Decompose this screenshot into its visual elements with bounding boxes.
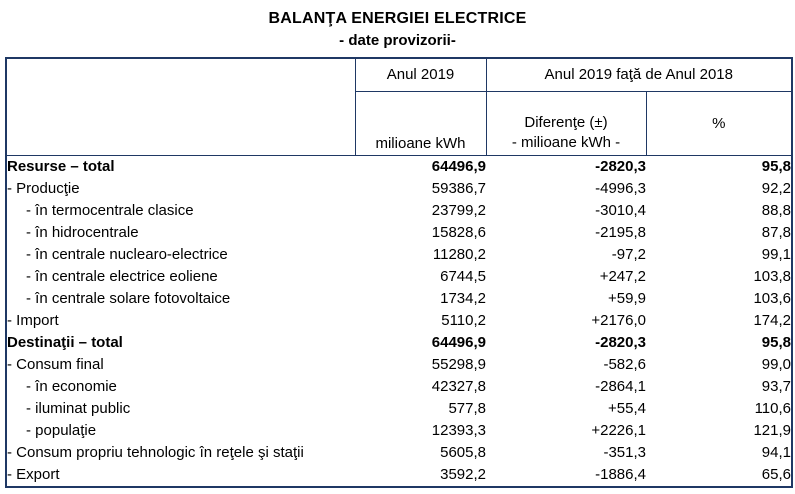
- table-row: [6, 332, 792, 354]
- row-diff: +2176,0: [591, 311, 646, 329]
- row-value-2019: 12393,3: [431, 421, 486, 439]
- row-pct: 88,8: [761, 201, 791, 219]
- row-diff: -1886,4: [595, 465, 646, 483]
- row-value-2019: 1734,2: [440, 289, 486, 307]
- row-label: - în hidrocentrale: [26, 223, 139, 241]
- row-diff: -2195,8: [595, 223, 646, 241]
- row-label: - Consum final: [7, 355, 104, 373]
- row-diff: +55,4: [608, 399, 646, 417]
- row-value-2019: 42327,8: [431, 377, 486, 395]
- table-header: [6, 58, 792, 155]
- row-label: - în centrale nuclearo-electrice: [26, 245, 228, 263]
- row-value-2019: 6744,5: [440, 267, 486, 285]
- row-diff: -351,3: [603, 443, 646, 461]
- table-row: [6, 200, 792, 222]
- title-block: [0, 8, 795, 51]
- row-diff: +59,9: [608, 289, 646, 307]
- header-diferente-line1: Diferenţe (±): [524, 113, 608, 131]
- table-row: [6, 354, 792, 376]
- row-diff: -2820,3: [595, 333, 646, 351]
- row-value-2019: 5605,8: [440, 443, 486, 461]
- table-row: [6, 310, 792, 332]
- header-year-2019: Anul 2019: [355, 58, 486, 91]
- row-pct: 99,1: [761, 245, 791, 263]
- row-pct: 121,9: [753, 421, 791, 439]
- table-row: [6, 442, 792, 464]
- table-body: [6, 155, 792, 487]
- row-pct: 110,6: [754, 399, 791, 417]
- row-label: - populaţie: [26, 421, 97, 439]
- header-empty-cell: [6, 58, 355, 155]
- row-value-2019: 64496,9: [431, 157, 486, 175]
- row-label: - Consum propriu tehnologic în reţele şi staţii: [7, 443, 304, 461]
- header-diferente-line2: - milioane kWh -: [511, 133, 621, 151]
- header-unit-milioane-kwh: milioane kWh: [355, 91, 486, 155]
- row-label: - în economie: [26, 377, 117, 395]
- energy-balance-table: [5, 57, 793, 488]
- table-row: [6, 244, 792, 266]
- row-diff: -3010,4: [595, 201, 646, 219]
- row-label: - iluminat public: [26, 399, 131, 417]
- table-row: [6, 376, 792, 398]
- row-diff: -97,2: [611, 245, 646, 263]
- row-value-2019: 55298,9: [431, 355, 486, 373]
- row-pct: 94,1: [761, 443, 791, 461]
- row-value-2019: 3592,2: [440, 465, 486, 483]
- row-pct: 174,2: [753, 311, 791, 329]
- row-pct: 103,8: [753, 267, 791, 285]
- table-row: [6, 398, 792, 420]
- row-diff: +2226,1: [591, 421, 646, 439]
- row-value-2019: 11280,2: [432, 245, 486, 263]
- row-value-2019: 577,8: [448, 399, 486, 417]
- header-row-1: [6, 58, 792, 91]
- row-pct: 95,8: [761, 333, 791, 351]
- table-row: [6, 155, 792, 178]
- row-diff: -2820,3: [595, 157, 646, 175]
- row-diff: -582,6: [603, 355, 646, 373]
- table-row: [6, 288, 792, 310]
- row-diff: +247,2: [599, 267, 646, 285]
- page-subtitle: - date provizorii-: [339, 32, 456, 49]
- row-label: - Import: [7, 311, 59, 329]
- row-pct: 99,0: [761, 355, 791, 373]
- table-row: [6, 420, 792, 442]
- row-value-2019: 5110,2: [441, 311, 486, 329]
- table-row: [6, 178, 792, 200]
- header-comparison: Anul 2019 faţă de Anul 2018: [486, 58, 792, 91]
- table-row: [6, 464, 792, 487]
- row-diff: -4996,3: [595, 179, 646, 197]
- row-pct: 92,2: [761, 179, 791, 197]
- row-label: - în centrale solare fotovoltaice: [26, 289, 231, 307]
- row-label: - Producţie: [7, 179, 80, 197]
- row-label: - în centrale electrice eoliene: [26, 267, 218, 285]
- row-diff: -2864,1: [595, 377, 646, 395]
- table-row: [6, 266, 792, 288]
- row-pct: 87,8: [761, 223, 791, 241]
- row-value-2019: 64496,9: [431, 333, 486, 351]
- row-pct: 65,6: [761, 465, 791, 483]
- row-label: Resurse – total: [7, 157, 115, 175]
- row-label: - în termocentrale clasice: [26, 201, 194, 219]
- row-pct: 93,7: [761, 377, 791, 395]
- row-label: - Export: [7, 465, 60, 483]
- row-value-2019: 15828,6: [431, 223, 486, 241]
- page-title: BALANŢA ENERGIEI ELECTRICE: [268, 10, 527, 27]
- table-row: [6, 222, 792, 244]
- header-percent: %: [646, 91, 792, 155]
- header-diferente: [486, 91, 646, 155]
- row-value-2019: 59386,7: [431, 179, 486, 197]
- row-label: Destinaţii – total: [7, 333, 123, 351]
- row-pct: 95,8: [761, 157, 791, 175]
- row-pct: 103,6: [753, 289, 791, 307]
- row-value-2019: 23799,2: [431, 201, 486, 219]
